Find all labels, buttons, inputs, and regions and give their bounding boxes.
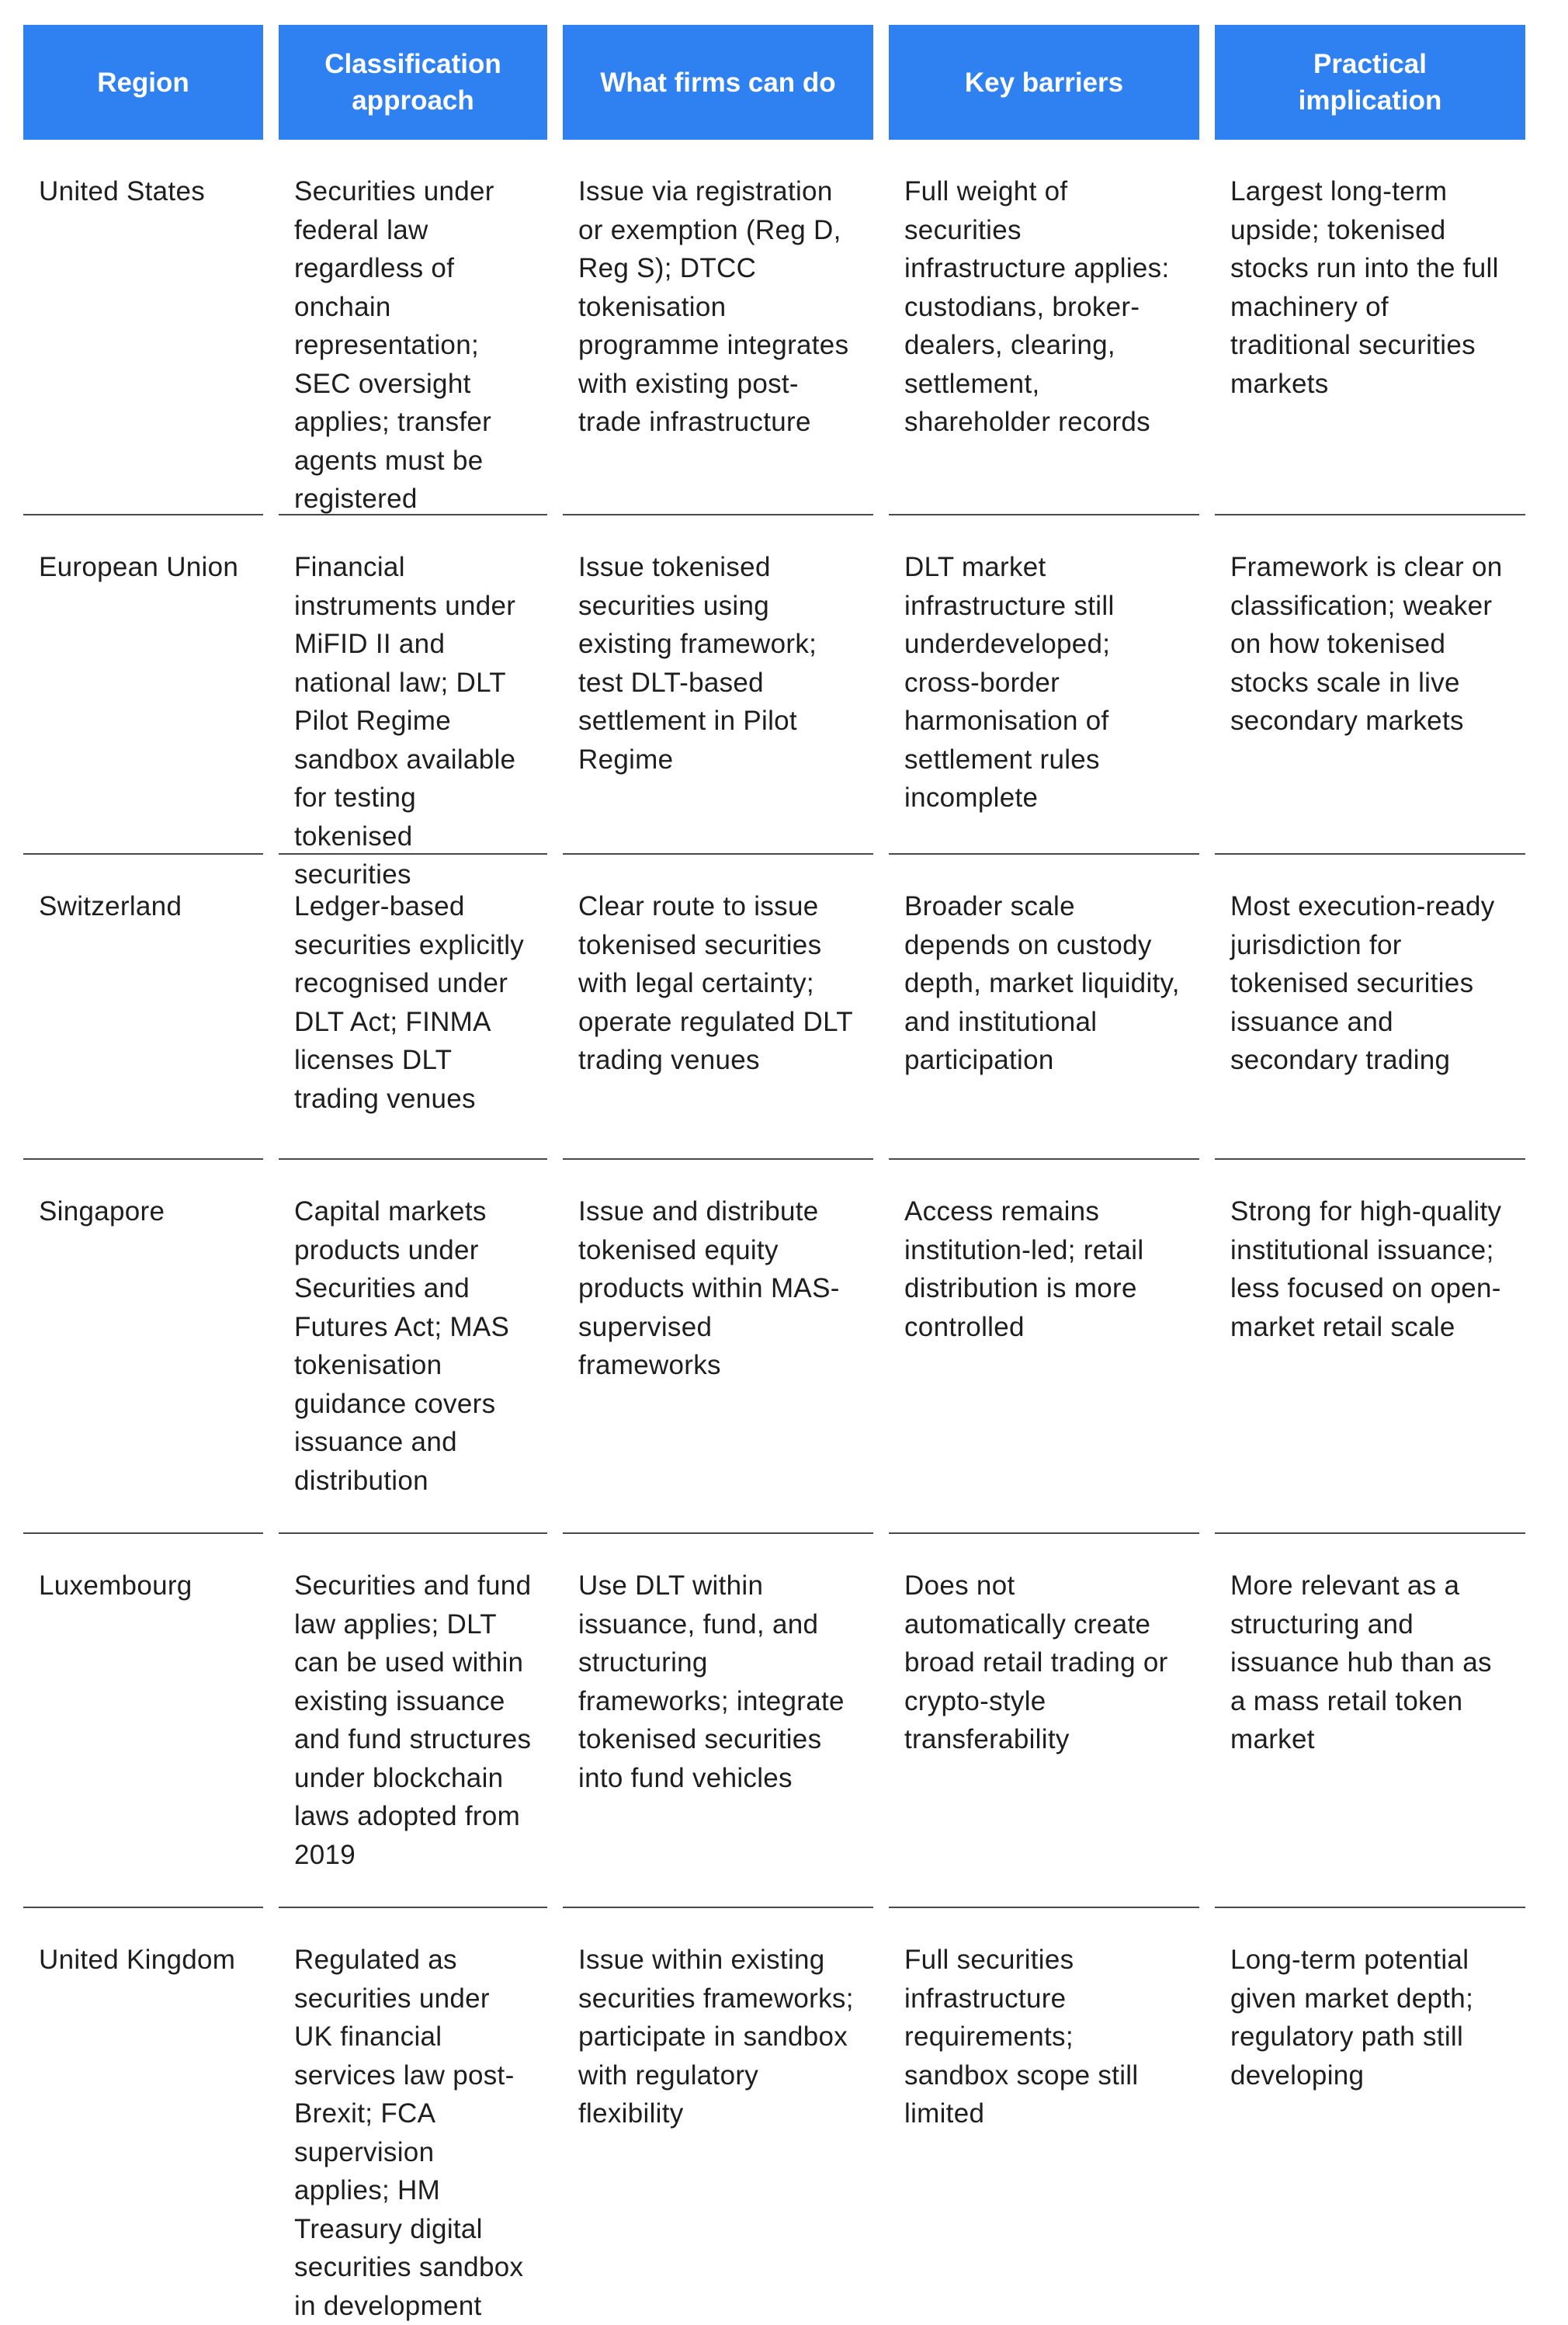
- cell-what-firms-can-do: [563, 140, 873, 514]
- cell-region: [23, 1907, 263, 2271]
- cell-what-firms-can-do: [563, 1158, 873, 1532]
- cell-text: Most execution-ready jurisdiction for tokenised securities issuance and secondary trading: [1230, 891, 1495, 1075]
- cell-text: Largest long-term upside; tokenised stocks run into the full machinery of traditional securities markets: [1230, 176, 1499, 399]
- column-header-classification: Classification approach: [279, 25, 547, 140]
- cell-classification: [279, 1532, 547, 1907]
- column-header-region: Region: [23, 25, 263, 140]
- table-row-european-union: [23, 514, 1545, 890]
- cell-text: Securities and fund law applies; DLT can be used within existing issuance and fund structures under blockchain laws adopted from 2019: [294, 1570, 532, 1870]
- cell-text: European Union: [39, 552, 239, 582]
- cell-text: Framework is clear on classification; weaker on how tokenised stocks scale in live secondary markets: [1230, 552, 1503, 736]
- cell-text: Full weight of securities infrastructure applies: custodians, broker-dealers, clearing, settlement, shareholder records: [904, 176, 1170, 437]
- cell-text: Regulated as securities under UK financial services law post-Brexit; FCA supervision applies; HM Treasury digital securities sandbox in development: [294, 1945, 524, 2321]
- cell-practical-implication: [1215, 1158, 1525, 1532]
- cell-text: More relevant as a structuring and issuance hub than as a mass retail token market: [1230, 1570, 1492, 1754]
- cell-text: Luxembourg: [39, 1570, 193, 1601]
- cell-region: [23, 140, 263, 514]
- cell-practical-implication: [1215, 1532, 1525, 1907]
- cell-text: United Kingdom: [39, 1945, 236, 1975]
- cell-classification: [279, 514, 547, 890]
- cell-text: Financial instruments under MiFID II and national law; DLT Pilot Regime sandbox available for testing tokenised securities: [294, 552, 516, 890]
- column-header-what-firms-can-do: What firms can do: [563, 25, 873, 140]
- column-header-practical-implication: Practical implication: [1215, 25, 1525, 140]
- cell-text: Broader scale depends on custody depth, market liquidity, and institutional participation: [904, 891, 1180, 1075]
- cell-what-firms-can-do: [563, 514, 873, 853]
- cell-text: Issue and distribute tokenised equity products within MAS-supervised frameworks: [578, 1196, 840, 1380]
- cell-key-barriers: [889, 1158, 1199, 1532]
- cell-key-barriers: [889, 853, 1199, 1158]
- cell-text: Singapore: [39, 1196, 165, 1227]
- table-header: [23, 25, 1545, 140]
- cell-text: Ledger-based securities explicitly recognised under DLT Act; FINMA licenses DLT trading venues: [294, 891, 525, 1114]
- cell-region: [23, 853, 263, 1158]
- cell-classification: [279, 140, 547, 514]
- cell-region: [23, 514, 263, 853]
- cell-region: [23, 1532, 263, 1907]
- cell-text: Long-term potential given market depth; regulatory path still developing: [1230, 1945, 1474, 2091]
- cell-text: Use DLT within issuance, fund, and structuring frameworks; integrate tokenised securities into fund vehicles: [578, 1570, 845, 1793]
- cell-what-firms-can-do: [563, 1532, 873, 1907]
- cell-text: Access remains institution-led; retail distribution is more controlled: [904, 1196, 1144, 1342]
- cell-text: Clear route to issue tokenised securities with legal certainty; operate regulated DLT trading venues: [578, 891, 853, 1075]
- cell-classification: [279, 1158, 547, 1532]
- cell-what-firms-can-do: [563, 853, 873, 1158]
- column-header-key-barriers: Key barriers: [889, 25, 1199, 140]
- table-row-switzerland: [23, 853, 1545, 1158]
- table-row-united-kingdom: [23, 1907, 1545, 2321]
- cell-key-barriers: [889, 514, 1199, 853]
- cell-text: Issue within existing securities frameworks; participate in sandbox with regulatory flexibility: [578, 1945, 854, 2129]
- cell-key-barriers: [889, 140, 1199, 514]
- cell-text: Capital markets products under Securities and Futures Act; MAS tokenisation guidance covers issuance and distribution: [294, 1196, 510, 1496]
- cell-text: Securities under federal law regardless of onchain representation; SEC oversight applies; transfer agents must be registered: [294, 176, 494, 514]
- table-row-singapore: [23, 1158, 1545, 1532]
- table-row-united-states: [23, 140, 1545, 514]
- table-row-luxembourg: [23, 1532, 1545, 1907]
- cell-text: DLT market infrastructure still underdeveloped; cross-border harmonisation of settlement rules incomplete: [904, 552, 1115, 813]
- cell-key-barriers: [889, 1532, 1199, 1907]
- cell-classification: [279, 1907, 547, 2321]
- cell-key-barriers: [889, 1907, 1199, 2271]
- cell-text: Strong for high-quality institutional issuance; less focused on open-market retail scale: [1230, 1196, 1502, 1342]
- cell-text: United States: [39, 176, 206, 206]
- regulatory-comparison-table: [23, 25, 1545, 2321]
- cell-text: Full securities infrastructure requirements; sandbox scope still limited: [904, 1945, 1139, 2129]
- cell-text: Switzerland: [39, 891, 182, 921]
- cell-text: Does not automatically create broad retail trading or crypto-style transferability: [904, 1570, 1168, 1754]
- cell-practical-implication: [1215, 514, 1525, 853]
- cell-text: Issue tokenised securities using existing framework; test DLT-based settlement in Pilot Regime: [578, 552, 817, 775]
- cell-classification: [279, 853, 547, 1158]
- cell-practical-implication: [1215, 140, 1525, 514]
- cell-practical-implication: [1215, 853, 1525, 1158]
- cell-text: Issue via registration or exemption (Reg D, Reg S); DTCC tokenisation programme integrates with existing post-trade infrastructure: [578, 176, 849, 437]
- cell-what-firms-can-do: [563, 1907, 873, 2271]
- cell-practical-implication: [1215, 1907, 1525, 2271]
- cell-region: [23, 1158, 263, 1532]
